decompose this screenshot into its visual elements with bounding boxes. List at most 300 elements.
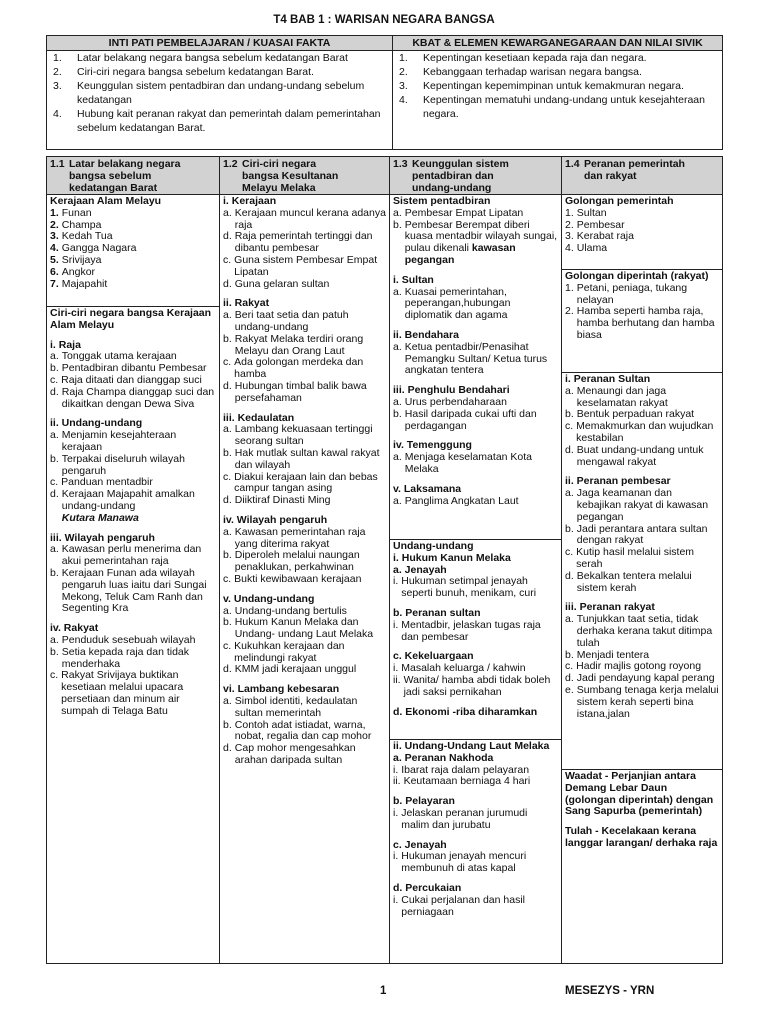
list-item xyxy=(223,381,386,405)
column-section xyxy=(562,270,722,373)
column-title xyxy=(242,159,338,194)
item-marker: ii. xyxy=(393,673,401,686)
item-marker: d. xyxy=(50,385,59,398)
item-text-body: Kerajaan Funan ada wilayah pengaruh luas iaitu dari Sungai Mekong, Teluk Cam Ranh dan Segenting Kra xyxy=(61,566,207,615)
item-text xyxy=(405,409,558,433)
item-marker: a. xyxy=(223,206,232,219)
item-text-body: Kawasan perlu menerima dan akui pemerintahan raja xyxy=(61,543,202,568)
item-text-emphasis: Kutara Manawa xyxy=(61,511,139,524)
heading-text: Tulah - xyxy=(565,825,599,838)
item-marker: b. xyxy=(565,408,574,421)
item-text-body: Kuasai pemerintahan, peperangan,hubungan diplomatik dan agama xyxy=(404,285,511,322)
item-marker: a. xyxy=(393,340,402,353)
list-item xyxy=(50,387,216,411)
column-1-2 xyxy=(220,157,390,963)
item-text xyxy=(62,430,216,454)
summary-right-item xyxy=(393,65,722,79)
item-text xyxy=(235,208,386,232)
list-item xyxy=(393,895,558,919)
item-text xyxy=(577,445,719,469)
column-number: 1.4 xyxy=(565,158,580,170)
item-text-body: Srivijaya xyxy=(61,253,102,266)
item-marker: b. xyxy=(393,407,402,420)
item-text-body: Diakui kerajaan lain dan bebas campur tangan asing xyxy=(234,470,378,495)
heading-text: vi. Lambang kebesaran xyxy=(223,683,340,696)
heading-inline-text: -riba diharamkan xyxy=(449,705,538,718)
item-marker: d. xyxy=(223,230,232,243)
item-marker: d. xyxy=(223,663,232,676)
item-text-body: Tunjukkan taat setia, tidak derhaka kerana takut ditimpa tulah xyxy=(576,613,713,649)
footer-brand: MESEZYS - YRN xyxy=(565,985,655,997)
list-item xyxy=(565,283,719,307)
item-text-body: Kutip hasil melalui sistem serah xyxy=(576,546,695,570)
heading-text: b. Peranan sultan xyxy=(393,606,481,619)
heading-text: iii. Peranan rakyat xyxy=(565,601,655,614)
item-marker: b. xyxy=(223,446,232,459)
list-item xyxy=(223,641,386,665)
item-text xyxy=(405,342,558,377)
list-item xyxy=(223,574,386,586)
item-number: 2. xyxy=(53,66,62,78)
item-text-body: Hak mutlak sultan kawal rakyat dan wilayah xyxy=(234,446,380,471)
list-item xyxy=(393,496,558,508)
item-marker: c. xyxy=(223,356,232,369)
list-item xyxy=(50,544,216,568)
list-item xyxy=(565,445,719,469)
item-text-body: Kerajaan Majapahit amalkan undang-undang xyxy=(61,488,195,512)
list-item xyxy=(223,720,386,744)
column-title-line: Keunggulan sistem xyxy=(412,158,509,170)
item-marker: c. xyxy=(50,669,59,682)
column-number: 1.3 xyxy=(393,158,408,170)
item-text-body: Keutamaan berniaga 4 hari xyxy=(403,775,531,788)
item-text-body: Bukti kewibawaan kerajaan xyxy=(234,572,362,585)
item-text-body: Pembesar Berempat diberi kuasa mentadbir wilayah sungai, pulau dikenali xyxy=(404,218,558,255)
item-marker: a. xyxy=(565,487,574,500)
list-item xyxy=(565,547,719,571)
item-text xyxy=(577,614,719,649)
item-text-body: Sumbang tenaga kerja melalui sistem kerah seperti bina istana,jalan xyxy=(576,683,719,720)
list-item xyxy=(50,454,216,478)
item-text: Kepentingan kesetiaan kepada raja dan negara. xyxy=(423,52,647,64)
list-item xyxy=(223,448,386,472)
heading-text: i. Raja xyxy=(50,338,81,351)
item-text-body: Raja Champa dianggap suci dan dikaitkan dengan Dewa Siva xyxy=(61,385,215,410)
list-item xyxy=(393,342,558,377)
item-marker: b. xyxy=(393,218,402,231)
column-section xyxy=(390,740,561,963)
summary-left-cell xyxy=(47,51,393,150)
heading-text: d. Percukaian xyxy=(393,881,462,894)
item-text-body: Setia kepada raja dan tidak menderhaka xyxy=(61,645,190,670)
item-text-body: Guna sistem Pembesar Empat Lipatan xyxy=(234,253,378,278)
item-text-body: Buat undang-undang untuk mengawal rakyat xyxy=(576,443,704,468)
item-text-body: Bentuk perpaduan rakyat xyxy=(576,408,695,421)
column-title-line: Ciri-ciri negara xyxy=(242,158,317,170)
item-marker: 2. xyxy=(565,218,574,231)
item-text-body: KMM jadi kerajaan unggul xyxy=(234,663,357,676)
item-text-body: Jadi perantara antara sultan dengan rakyat xyxy=(576,522,708,547)
item-text xyxy=(577,488,719,523)
item-text-body: Hubungan timbal balik bawa persefahaman xyxy=(234,379,367,404)
column-title-line: kedatangan Barat xyxy=(69,181,158,194)
item-text-body: Tonggak utama kerajaan xyxy=(61,350,177,363)
column-1-4 xyxy=(562,157,722,963)
heading-text: ii. Rakyat xyxy=(223,297,270,310)
list-item xyxy=(223,743,386,767)
list-item xyxy=(393,851,558,875)
item-text-body: Champa xyxy=(61,218,102,231)
item-marker: i. xyxy=(393,575,399,588)
item-text xyxy=(404,776,558,788)
item-marker: a. xyxy=(393,395,402,408)
item-text-body: Rakyat Melaka terdiri orang Melayu dan Orang Laut xyxy=(234,332,364,357)
list-item xyxy=(223,208,386,232)
list-item xyxy=(223,527,386,551)
item-text xyxy=(234,255,386,279)
list-item xyxy=(393,287,558,322)
heading-text: i. Peranan Sultan xyxy=(565,373,651,385)
item-text-body: Masalah keluarga / kahwin xyxy=(401,662,526,675)
column-section xyxy=(390,195,561,540)
item-marker: b. xyxy=(223,718,232,731)
item-text xyxy=(401,851,558,875)
summary-left-item xyxy=(47,51,392,65)
item-marker: d. xyxy=(223,494,232,507)
item-text: Kepentingan kepemimpinan untuk kemakmuran negara. xyxy=(423,80,684,92)
item-marker: 2. xyxy=(565,305,574,318)
item-text-body: Kerajaan muncul kerana adanya raja xyxy=(234,206,386,231)
item-text xyxy=(577,571,719,595)
item-text-body: Panduan mentadbir xyxy=(61,476,153,489)
item-text xyxy=(577,243,719,255)
list-item xyxy=(223,495,386,507)
summary-left-item xyxy=(47,107,392,135)
heading-text: a. Peranan Nakhoda xyxy=(393,751,494,764)
item-marker: c. xyxy=(565,546,574,559)
item-marker: b. xyxy=(223,332,232,345)
column-number: 1.2 xyxy=(223,158,238,170)
item-text-body: Penduduk sesebuah wilayah xyxy=(61,633,196,646)
section-heading xyxy=(565,826,719,850)
item-text-body: Menjaga keselamatan Kota Melaka xyxy=(404,451,533,475)
item-marker: 4. xyxy=(565,242,574,255)
heading-text: i. Hukum Kanun Melaka xyxy=(393,551,511,564)
item-text-body: Sultan xyxy=(576,206,607,219)
heading-text: c. Jenayah xyxy=(393,838,447,851)
item-text xyxy=(577,685,719,720)
summary-right-cell xyxy=(393,51,723,150)
item-text-body: Menaungi dan jaga keselamatan rakyat xyxy=(576,384,668,409)
item-text-body: Ulama xyxy=(576,242,608,255)
item-text xyxy=(405,287,558,322)
item-text-body: Pembesar xyxy=(576,218,625,231)
column-section xyxy=(47,195,219,307)
main-content-grid xyxy=(46,156,723,964)
item-text: Hubung kait peranan rakyat dan pemerintah dalam pemerintahan sebelum kedatangan Barat. xyxy=(77,108,381,134)
column-header xyxy=(220,157,389,195)
list-item xyxy=(565,685,719,720)
item-text xyxy=(401,808,558,832)
item-text-body: Ketua pentadbir/Penasihat Pemangku Sultan/ Ketua turus angkatan tentera xyxy=(404,340,548,377)
item-text-body: Hadir majlis gotong royong xyxy=(576,660,702,673)
item-marker: c. xyxy=(565,660,574,673)
item-marker: d. xyxy=(223,379,232,392)
heading-text: a. Jenayah xyxy=(393,563,447,576)
column-title xyxy=(69,159,180,194)
item-text-body: Hukuman setimpal jenayah seperti bunuh, menikam, curi xyxy=(401,575,537,600)
list-item xyxy=(223,617,386,641)
item-text xyxy=(62,387,216,411)
list-item xyxy=(50,647,216,671)
item-text xyxy=(235,424,386,448)
item-marker: b. xyxy=(50,566,59,579)
section-heading xyxy=(50,308,216,332)
item-text xyxy=(62,279,216,291)
item-marker: d. xyxy=(565,443,574,456)
item-text xyxy=(235,664,386,676)
item-marker: c. xyxy=(223,470,232,483)
item-text xyxy=(401,620,558,644)
item-marker: d. xyxy=(223,277,232,290)
item-marker: a. xyxy=(50,633,59,646)
item-marker: a. xyxy=(223,525,232,538)
column-title-line: pentadbiran dan xyxy=(412,169,494,182)
item-marker: 5. xyxy=(50,253,59,266)
item-marker: a. xyxy=(50,350,59,363)
column-header xyxy=(47,157,219,195)
heading-text: c. Kekeluargaan xyxy=(393,650,474,663)
list-item xyxy=(50,670,216,717)
list-item xyxy=(393,220,558,267)
item-text-body: Urus perbendaharaan xyxy=(404,395,507,408)
item-text-body: Wanita/ hamba abdi tidak boleh jadi saksi pernikahan xyxy=(403,673,551,698)
summary-left-item xyxy=(47,65,392,79)
list-item xyxy=(223,472,386,496)
item-text xyxy=(235,696,386,720)
item-text xyxy=(576,421,719,445)
list-item xyxy=(393,452,558,476)
item-text-body: Pembesar Empat Lipatan xyxy=(404,206,524,219)
item-text xyxy=(405,220,558,267)
item-marker: 3. xyxy=(565,230,574,243)
heading-text: iv. Temenggung xyxy=(393,439,472,452)
item-number: 3. xyxy=(53,80,62,92)
item-marker: c. xyxy=(50,373,59,386)
item-marker: b. xyxy=(223,616,232,629)
item-text xyxy=(405,452,558,476)
column-title-line: bangsa sebelum xyxy=(69,169,152,182)
item-text-body: Kukuhkan kerajaan dan melindungi rakyat xyxy=(234,639,345,664)
item-text-body: Hamba seperti hamba raja, hamba berhutang dan hamba biasa xyxy=(576,305,715,341)
item-marker: 1. xyxy=(565,281,574,294)
list-item xyxy=(393,576,558,600)
item-text: Latar belakang negara bangsa sebelum kedatangan Barat xyxy=(77,52,348,64)
item-text xyxy=(235,720,386,744)
item-text xyxy=(62,647,216,671)
list-item xyxy=(223,664,386,676)
item-text-body: Ada golongan merdeka dan hamba xyxy=(234,356,364,381)
column-title-line: Latar belakang negara xyxy=(69,158,181,170)
item-marker: a. xyxy=(50,543,59,556)
item-text xyxy=(235,743,386,767)
section-heading xyxy=(565,771,719,818)
heading-text: d. Ekonomi xyxy=(393,705,450,718)
heading-text: Ciri-ciri negara bangsa Kerajaan Alam Melayu xyxy=(50,307,212,331)
item-marker: 1. xyxy=(50,206,59,219)
item-text xyxy=(577,306,719,341)
item-text xyxy=(234,641,386,665)
heading-text: ii. Peranan pembesar xyxy=(565,475,671,488)
column-title-line: dan rakyat xyxy=(584,169,637,182)
item-text-body: Memakmurkan dan wujudkan kestabilan xyxy=(576,420,714,444)
item-marker: a. xyxy=(393,451,402,464)
item-text-body: Lambang kekuasaan tertinggi seorang sultan xyxy=(234,423,373,448)
item-text-body: Guna gelaran sultan xyxy=(234,277,330,290)
item-text xyxy=(235,279,386,291)
heading-text: i. Kerajaan xyxy=(223,195,277,207)
item-text: Ciri-ciri negara bangsa sebelum kedatangan Barat. xyxy=(77,66,314,78)
item-text-body: Cap mohor mengesahkan arahan daripada sultan xyxy=(234,742,356,767)
item-text xyxy=(235,550,386,574)
list-item xyxy=(223,279,386,291)
item-text xyxy=(61,670,216,717)
page-number: 1 xyxy=(380,985,387,997)
page-title: T4 BAB 1 : WARISAN NEGARA BANGSA xyxy=(273,14,495,26)
list-item xyxy=(223,334,386,358)
list-item xyxy=(50,430,216,454)
list-item xyxy=(393,675,558,699)
list-item xyxy=(50,489,216,524)
item-text-body: Bekalkan tentera melalui sistem kerah xyxy=(576,569,692,594)
item-marker: c. xyxy=(223,572,232,585)
item-marker: 2. xyxy=(50,218,59,231)
item-text-body: Pentadbiran dibantu Pembesar xyxy=(61,362,207,375)
column-title-line: undang-undang xyxy=(412,181,492,194)
summary-right-item xyxy=(393,93,722,121)
item-marker: b. xyxy=(565,648,574,661)
item-text xyxy=(577,283,719,307)
item-marker: d. xyxy=(565,569,574,582)
column-section xyxy=(47,307,219,963)
item-marker: d. xyxy=(50,488,59,501)
item-text xyxy=(62,489,216,524)
item-marker: i. xyxy=(393,763,399,776)
heading-text: b. Pelayaran xyxy=(393,795,455,808)
item-marker: c. xyxy=(50,476,59,489)
item-marker: b. xyxy=(50,452,59,465)
column-section xyxy=(562,373,722,770)
item-marker: c. xyxy=(565,420,574,433)
item-text-body: Menjamin kesejahteraan kerajaan xyxy=(61,429,177,453)
item-marker: a. xyxy=(223,423,232,436)
item-text xyxy=(401,895,558,919)
item-marker: 6. xyxy=(50,265,59,278)
item-marker: a. xyxy=(565,613,574,626)
item-marker: e. xyxy=(565,683,574,696)
heading-text: Golongan diperintah (rakyat) xyxy=(565,270,709,282)
item-text xyxy=(235,495,386,507)
item-text xyxy=(401,576,558,600)
item-text-body: Raja pemerintah tertinggi dan dibantu pembesar xyxy=(234,230,373,255)
item-text-body: Mentadbir, jelaskan tugas raja dan pembesar xyxy=(401,618,541,643)
item-text-body: Cukai perjalanan dan hasil perniagaan xyxy=(401,893,525,918)
item-text-body: Majapahit xyxy=(61,277,108,290)
item-number: 1. xyxy=(399,52,408,64)
list-item xyxy=(565,571,719,595)
item-text-body: Raja ditaati dan dianggap suci xyxy=(61,373,202,386)
item-text-body: Jelaskan peranan jurumudi malim dan jurubatu xyxy=(401,806,528,831)
item-marker: c. xyxy=(223,253,232,266)
heading-text: v. Undang-undang xyxy=(223,592,315,605)
item-marker: 4. xyxy=(50,242,59,255)
item-marker: b. xyxy=(565,522,574,535)
heading-text: iv. Rakyat xyxy=(50,622,99,635)
item-marker: 1. xyxy=(565,206,574,219)
item-marker: b. xyxy=(50,362,59,375)
heading-text: Waadat - xyxy=(565,770,609,782)
item-text-body: Rakyat Srivijaya buktikan kesetiaan melalui upacara persetiaan dan minum air sumpah di Telaga Batu xyxy=(61,669,184,717)
column-header xyxy=(562,157,722,195)
heading-text: v. Laksamana xyxy=(393,482,462,495)
list-item xyxy=(565,306,719,341)
item-text-body: Diiktiraf Dinasti Ming xyxy=(234,494,331,507)
column-section xyxy=(562,195,722,270)
heading-text: iv. Wilayah pengaruh xyxy=(223,513,328,526)
item-marker: a. xyxy=(50,429,59,442)
item-marker: 7. xyxy=(50,277,59,290)
list-item xyxy=(565,524,719,548)
item-text xyxy=(404,675,558,699)
list-item xyxy=(223,310,386,334)
column-title-line: Melayu Melaka xyxy=(242,181,316,194)
item-text-body: Kawasan pemerintahan raja yang diterima rakyat xyxy=(234,525,366,550)
item-marker: i. xyxy=(393,662,399,675)
item-marker: c. xyxy=(223,639,232,652)
item-marker: 3. xyxy=(50,230,59,243)
heading-text: Undang-undang xyxy=(393,540,474,552)
item-text-body: Simbol identiti, kedaulatan sultan memerintah xyxy=(234,695,358,719)
item-text-body: Hukum Kanun Melaka dan Undang- undang Laut Melaka xyxy=(234,616,374,641)
list-item xyxy=(223,424,386,448)
item-text-body: Kedah Tua xyxy=(61,230,113,243)
item-text xyxy=(235,334,386,358)
item-text-body: Contoh adat istiadat, warna, nobat, regalia dan cap mohor xyxy=(234,718,372,743)
item-marker: b. xyxy=(223,549,232,562)
item-text xyxy=(62,454,216,478)
item-text-body: Ibarat raja dalam pelayaran xyxy=(401,763,530,776)
item-text xyxy=(405,496,558,508)
item-text xyxy=(235,310,386,334)
column-title-line: bangsa Kesultanan xyxy=(242,169,339,182)
item-text-body: Gangga Nagara xyxy=(61,242,137,255)
column-title-line: Peranan pemerintah xyxy=(584,158,685,170)
item-number: 4. xyxy=(53,108,62,120)
item-text-body: Terpakai diseluruh wilayah pengaruh xyxy=(61,452,185,477)
item-marker: a. xyxy=(393,494,402,507)
list-item xyxy=(223,231,386,255)
item-text xyxy=(62,544,216,568)
item-text-body: Jaga keamanan dan kebajikan rakyat di kawasan pegangan xyxy=(576,487,709,523)
heading-inline-text: Perjanjian antara Demang Lebar Daun (golongan diperintah) dengan Sang Sapurba (pemerintah) xyxy=(565,770,714,818)
list-item xyxy=(223,696,386,720)
item-text-body: Beri taat setia dan patuh undang-undang xyxy=(234,309,349,333)
list-item xyxy=(565,243,719,255)
item-number: 1. xyxy=(53,52,62,64)
item-marker: a. xyxy=(223,695,232,708)
item-marker: a. xyxy=(565,384,574,397)
item-text: Kebanggaan terhadap warisan negara bangsa. xyxy=(423,66,642,78)
